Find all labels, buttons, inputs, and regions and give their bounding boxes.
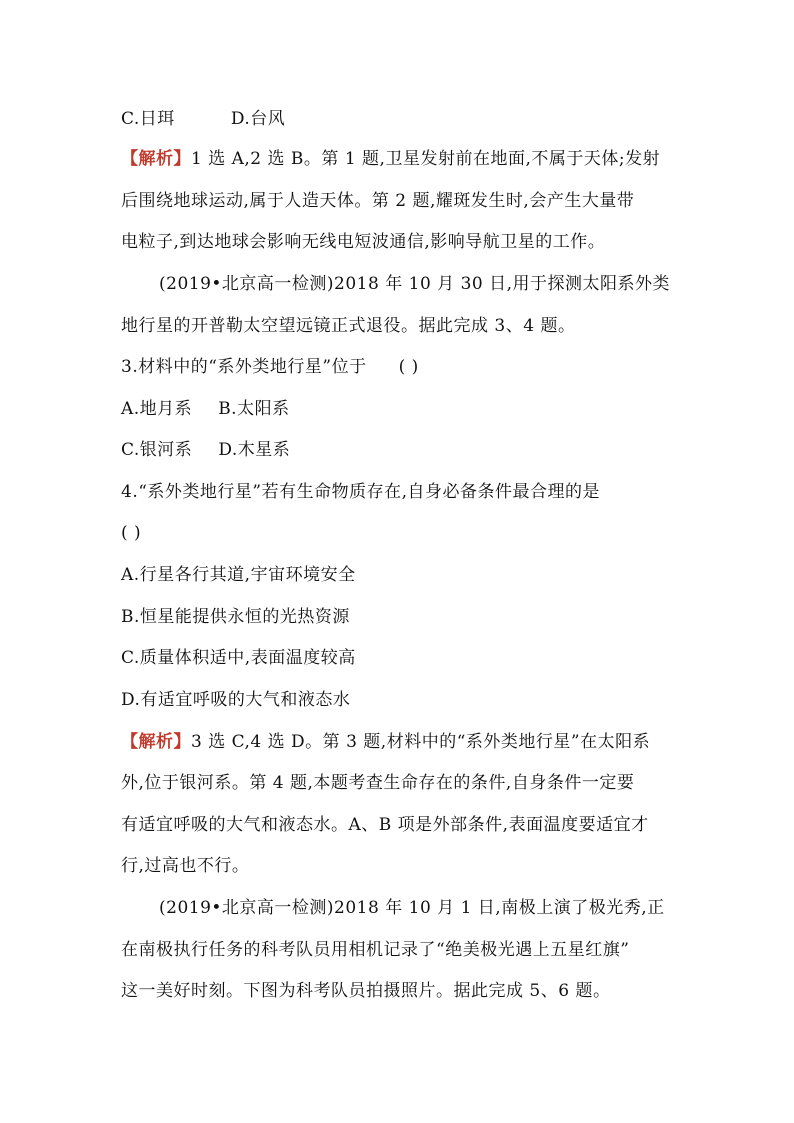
- analysis1-line2: 后围绕地球运动,属于人造天体。第 2 题,耀斑发生时,会产生大量带: [121, 191, 635, 211]
- material2-line1: (2019•北京高一检测)2018 年 10 月 30 日,用于探测太阳系外类: [159, 274, 671, 294]
- q3-stem-line: [121, 356, 419, 378]
- analysis1-line1: [121, 148, 660, 170]
- analysis1-line3: 电粒子,到达地球会影响无线电短波通信,影响导航卫星的工作。: [121, 232, 606, 252]
- q3-stem: 3.材料中的“系外类地行星”位于: [121, 357, 367, 377]
- analysis2-line4: 行,过高也不行。: [121, 856, 250, 876]
- option-b: B.恒星能提供永恒的光热资源: [121, 607, 350, 627]
- material3-line1: (2019•北京高一检测)2018 年 10 月 1 日,南极上演了极光秀,正: [159, 898, 665, 918]
- q4-stem: 4.“系外类地行星”若有生命物质存在,自身必备条件最合理的是: [121, 482, 601, 502]
- option-c: C.质量体积适中,表面温度较高: [121, 648, 356, 668]
- material2-line2: 地行星的开普勒太空望远镜正式退役。据此完成 3、4 题。: [121, 316, 576, 336]
- answer-parentheses: ( ): [121, 523, 142, 543]
- option-d: D.有适宜呼吸的大气和液态水: [121, 690, 351, 710]
- option-c: C.日珥: [121, 109, 175, 129]
- option-d: D.台风: [230, 109, 286, 129]
- answer-parentheses: ( ): [398, 357, 419, 377]
- material3-line3: 这一美好时刻。下图为科考队员拍摄照片。据此完成 5、6 题。: [121, 981, 611, 1001]
- analysis-tag: 【解析】: [121, 732, 191, 752]
- option-a: A.行星各行其道,宇宙环境安全: [121, 565, 356, 585]
- option-a: A.地月系: [121, 399, 193, 419]
- material3-line2: 在南极执行任务的科考队员用相机记录了“绝美极光遇上五星红旗”: [121, 940, 630, 960]
- analysis2-line1: [121, 731, 650, 753]
- analysis-text: 1 选 A,2 选 B。第 1 题,卫星发射前在地面,不属于天体;发射: [191, 149, 661, 169]
- option-b: B.太阳系: [218, 399, 290, 419]
- option-c: C.银河系: [121, 440, 193, 460]
- analysis-tag: 【解析】: [121, 149, 191, 169]
- option-d: D.木星系: [218, 440, 291, 460]
- q2-options-cd: [121, 108, 285, 130]
- analysis2-line2: 外,位于银河系。第 4 题,本题考查生命存在的条件,自身条件一定要: [121, 773, 635, 793]
- analysis-text: 3 选 C,4 选 D。第 3 题,材料中的“系外类地行星”在太阳系: [191, 732, 651, 752]
- q3-options-ab: [121, 398, 290, 420]
- analysis2-line3: 有适宜呼吸的大气和液态水。A、B 项是外部条件,表面温度要适宜才: [121, 815, 649, 835]
- q3-options-cd: [121, 439, 290, 461]
